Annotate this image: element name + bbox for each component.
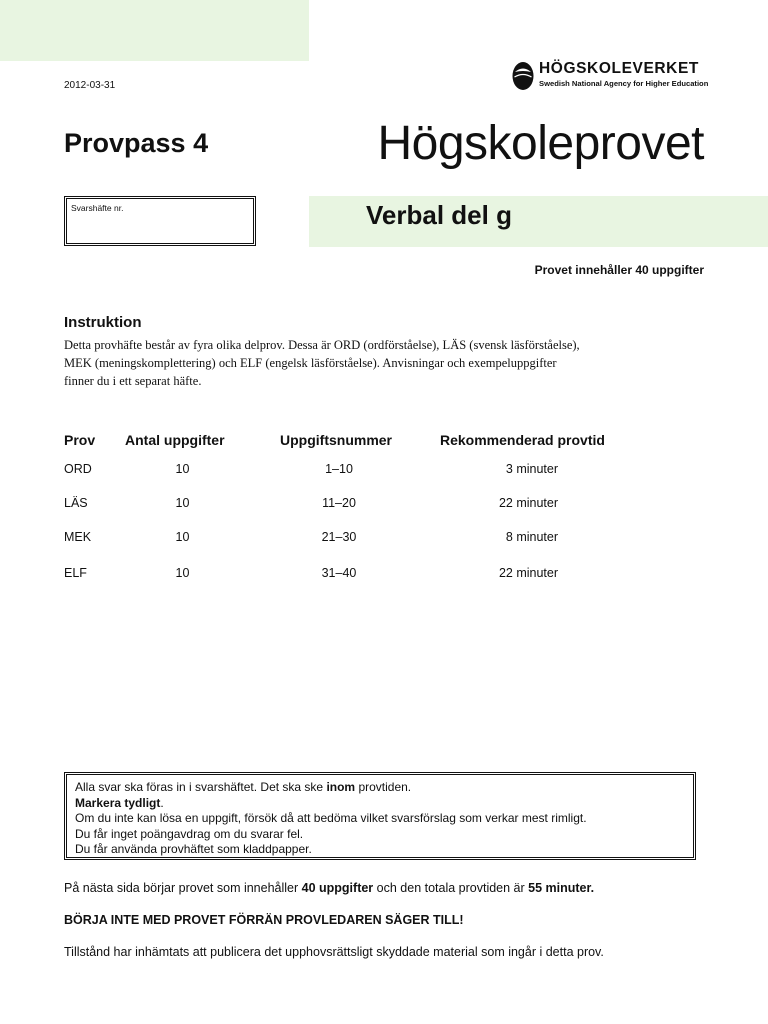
page-title: Högskoleprovet (377, 117, 704, 170)
notice-line: Du får inget poängavdrag om du svarar fel. (75, 826, 304, 841)
table-cell-prov: MEK (64, 530, 92, 544)
notice-text: . (160, 795, 164, 810)
notice-line: Om du inte kan lösa en uppgift, försök då att bedöma vilket svarsförslag som verkar mest rimligt. (75, 811, 587, 825)
logo-subtitle: Swedish National Agency for Higher Education (539, 79, 709, 88)
table-cell-prov: LÄS (64, 496, 88, 510)
table-cell-prov: ELF (64, 566, 87, 580)
notice-text: provtiden. (355, 780, 412, 794)
date: 2012-03-31 (64, 80, 116, 91)
footer-copyright-note: Tillstånd har inhämtats att publicera det upphovsrättsligt skyddade material som ingår i detta prov. (64, 945, 604, 959)
table-cell-tid: 22 minuter (498, 496, 558, 510)
table-cell-antal: 10 (175, 496, 190, 510)
table-header-provtid: Rekommenderad provtid (440, 432, 605, 448)
answer-booklet-number-box (64, 196, 256, 246)
logo-name: HÖGSKOLEVERKET (539, 60, 699, 77)
notice-line: Du får använda provhäftet som kladdpapper. (75, 842, 312, 856)
table-header-uppgiftsnummer: Uppgiftsnummer (280, 432, 392, 448)
table-cell-prov: ORD (64, 462, 92, 476)
footer-warning: BÖRJA INTE MED PROVET FÖRRÄN PROVLEDAREN SÄGER TILL! (64, 913, 464, 927)
instructions-line: finner du i ett separat häfte. (64, 374, 202, 388)
table-cell-nummer: 11–20 (322, 496, 356, 510)
task-count: Provet innehåller 40 uppgifter (534, 263, 704, 277)
notice-line (75, 780, 685, 796)
table-cell-nummer: 21–30 (321, 530, 357, 544)
table-cell-antal: 10 (175, 462, 190, 476)
instructions-text (64, 336, 624, 390)
instructions-line: MEK (meningskomplettering) och ELF (engelsk läsförståelse). Anvisningar och exempeluppgifter (64, 356, 557, 370)
notice-emphasis: Markera tydligt (75, 795, 161, 810)
instructions-line: Detta provhäfte består av fyra olika delprov. Dessa är ORD (ordförståelse), LÄS (svensk läsförståelse), (64, 338, 580, 352)
table-cell-tid: 8 minuter (505, 530, 558, 544)
table-header-prov: Prov (64, 432, 96, 448)
table-cell-nummer: 31–40 (321, 566, 357, 580)
table-cell-tid: 3 minuter (505, 462, 558, 476)
table-cell-antal: 10 (175, 566, 190, 580)
provpass-heading: Provpass 4 (64, 128, 209, 158)
table-cell-antal: 10 (175, 530, 190, 544)
notice-emphasis: inom (326, 780, 356, 794)
instructions-title: Instruktion (64, 314, 142, 331)
table-header-antal: Antal uppgifter (125, 432, 225, 448)
answer-booklet-label: Svarshäfte nr. (71, 203, 124, 213)
agency-logo (512, 60, 712, 92)
table-cell-tid: 22 minuter (498, 566, 558, 580)
notice-line (75, 796, 685, 812)
footer-text: På nästa sida börjar provet som innehåller (64, 881, 302, 895)
top-green-band (0, 0, 309, 61)
section-title: Verbal del g (366, 200, 512, 230)
footer-emphasis: 40 uppgifter (301, 881, 374, 895)
notice-text: Alla svar ska föras in i svarshäftet. Det ska ske (75, 780, 327, 794)
footer-text: och den totala provtiden är (373, 881, 529, 895)
rules-notice-box (64, 772, 696, 860)
footer-total-time (64, 881, 594, 895)
table-cell-nummer: 1–10 (325, 462, 353, 476)
footer-emphasis: 55 minuter. (528, 881, 595, 895)
logo-emblem-icon (512, 61, 534, 91)
